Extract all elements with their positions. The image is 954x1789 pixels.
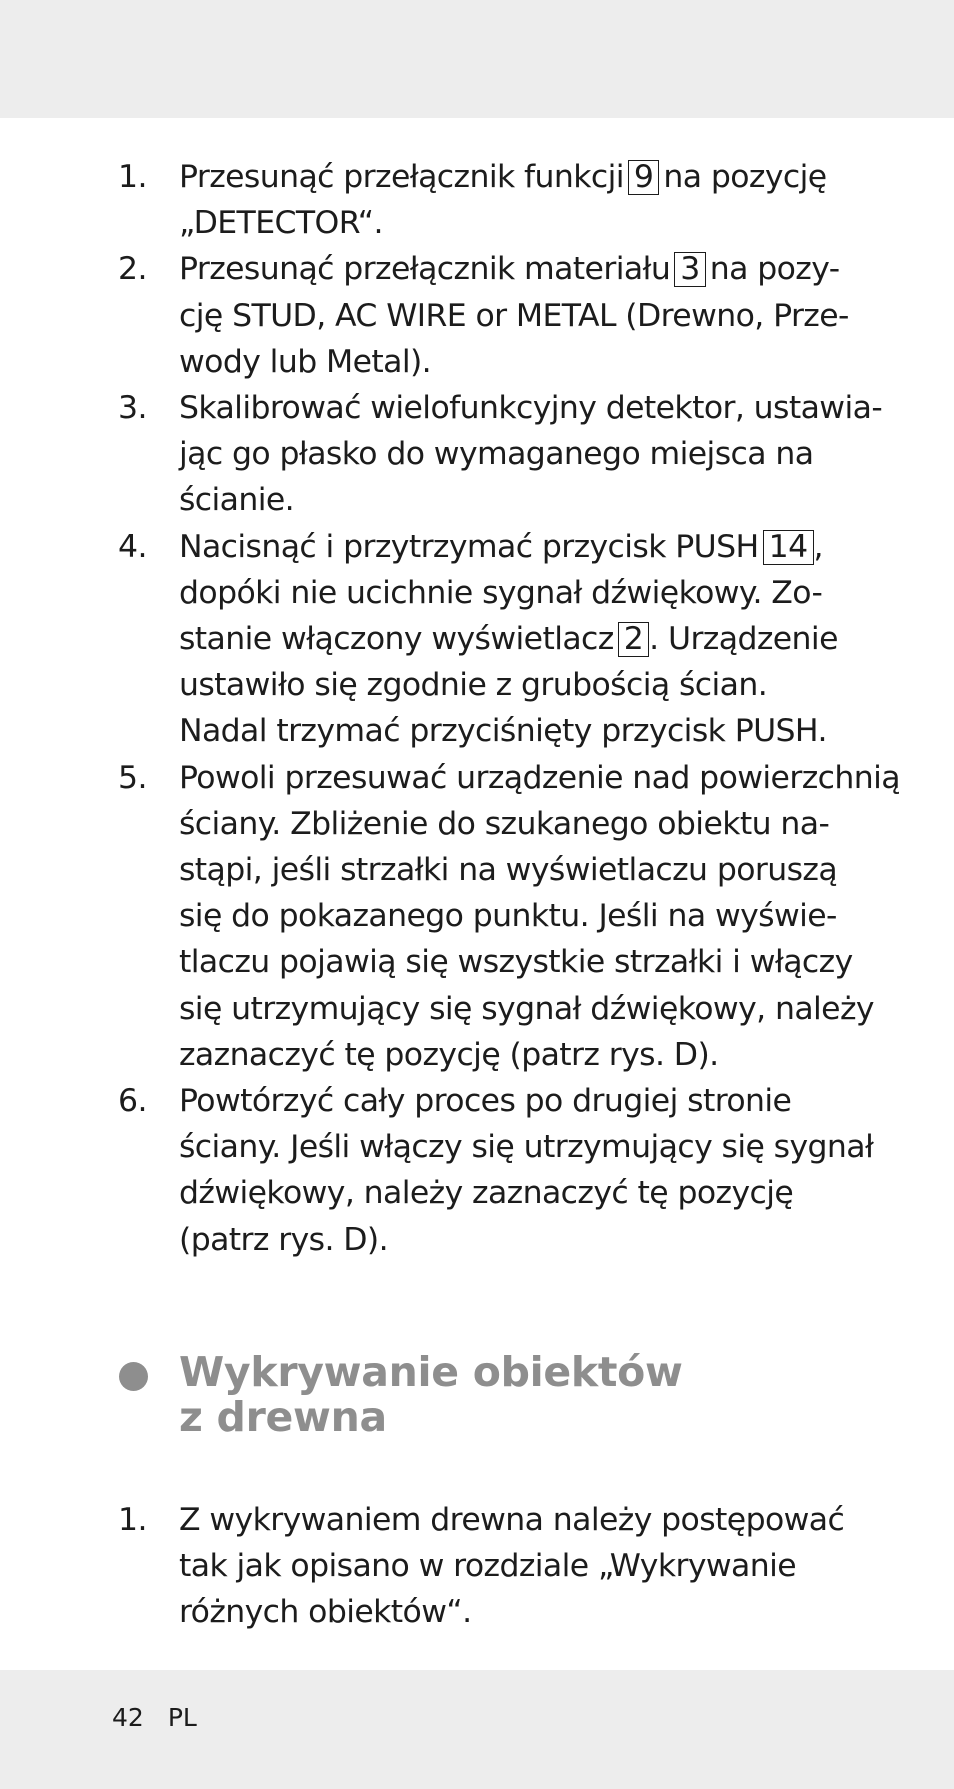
list-item	[0, 154, 954, 246]
item-text-line: „DETECTOR“.	[179, 205, 383, 242]
heading-line-1: Wykrywanie obiektów	[179, 1348, 683, 1396]
part-reference-box: 3	[674, 252, 705, 287]
page-footer	[112, 1703, 221, 1733]
section-heading	[0, 1350, 954, 1440]
item-text-line: dźwiękowy, należy zaznaczyć tę pozycję	[179, 1175, 794, 1212]
item-text-line: tlaczu pojawią się wszystkie strzałki i włączy	[179, 944, 853, 981]
item-text-line: ściany. Jeśli włączy się utrzymujący się sygnał	[179, 1129, 874, 1166]
instruction-list-detection	[0, 154, 954, 1263]
text-fragment: na pozycję	[663, 159, 827, 195]
part-reference-box: 2	[618, 622, 649, 657]
item-text-line	[179, 616, 954, 662]
text-fragment: ,	[813, 528, 823, 565]
item-text-line: Powtórzyć cały proces po drugiej stronie	[179, 1083, 792, 1120]
item-text-line: (patrz rys. D).	[179, 1221, 389, 1258]
text-fragment: Nacisnąć i przytrzymać przycisk PUSH	[179, 528, 759, 565]
text-fragment: na pozy-	[709, 251, 840, 288]
item-text-line: dopóki nie ucichnie sygnał dźwiękowy. Zo-	[179, 574, 823, 611]
page-number: 42	[112, 1703, 144, 1732]
item-text-line: cję STUD, AC WIRE or METAL (Drewno, Prze-	[179, 297, 849, 334]
part-reference-box: 14	[763, 530, 814, 565]
item-text-line: się do pokazanego punktu. Jeśli na wyświe-	[179, 898, 837, 935]
list-item	[0, 246, 954, 385]
list-item	[0, 1497, 954, 1636]
item-text-line: się utrzymujący się sygnał dźwiękowy, należy	[179, 990, 874, 1027]
item-text-line	[179, 246, 954, 292]
item-text-line: ściany. Zbliżenie do szukanego obiektu na-	[179, 805, 830, 842]
text-fragment: Przesunąć przełącznik funkcji	[179, 159, 624, 195]
item-number: 5.	[118, 759, 147, 796]
item-text-line: Skalibrować wielofunkcyjny detektor, ustawia-	[179, 390, 883, 427]
item-text-line: Z wykrywaniem drewna należy postępować	[179, 1502, 845, 1538]
top-margin-band	[0, 0, 954, 118]
item-text-line: stąpi, jeśli strzałki na wyświetlaczu poruszą	[179, 852, 838, 889]
text-fragment: . Urządzenie	[649, 621, 838, 658]
list-item	[0, 524, 954, 755]
list-item	[0, 385, 954, 524]
item-text-line	[179, 524, 954, 570]
item-text-line	[179, 154, 954, 200]
item-number: 6.	[118, 1083, 147, 1120]
item-text-line: zaznaczyć tę pozycję (patrz rys. D).	[179, 1036, 719, 1073]
item-text-line: jąc go płasko do wymaganego miejsca na	[179, 436, 814, 473]
item-text-line: Powoli przesuwać urządzenie nad powierzchnią	[179, 759, 900, 796]
list-item	[0, 1078, 954, 1263]
text-fragment: Przesunąć przełącznik materiału	[179, 251, 671, 288]
item-number: 3.	[118, 390, 147, 427]
item-text-line: tak jak opisano w rozdziale „Wykrywanie	[179, 1548, 797, 1585]
text-fragment: stanie włączony wyświetlacz	[179, 621, 614, 658]
item-number: 1.	[118, 1502, 147, 1538]
heading-line-2: z drewna	[179, 1393, 387, 1441]
item-text-line: wody lub Metal).	[179, 343, 432, 380]
heading-bullet-icon	[119, 1362, 148, 1391]
list-item	[0, 755, 954, 1078]
item-number: 4.	[118, 528, 147, 565]
item-number: 2.	[118, 251, 147, 288]
item-text-line: ścianie.	[179, 482, 295, 519]
item-number: 1.	[118, 159, 147, 195]
language-code: PL	[167, 1703, 197, 1732]
instruction-list-wood	[0, 1497, 954, 1636]
item-text-line: różnych obiektów“.	[179, 1594, 472, 1631]
part-reference-box: 9	[628, 160, 659, 195]
item-text-line: Nadal trzymać przyciśnięty przycisk PUSH.	[179, 713, 827, 750]
item-text-line: ustawiło się zgodnie z grubością ścian.	[179, 667, 768, 704]
